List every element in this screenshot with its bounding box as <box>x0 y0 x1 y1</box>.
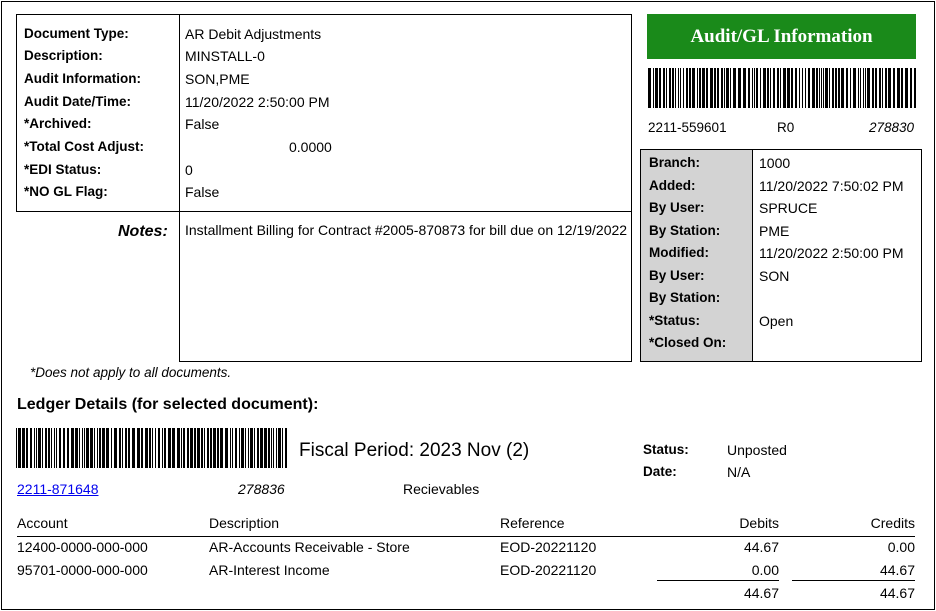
audit-field-label: *Closed On: <box>649 335 727 350</box>
column-header-account: Account <box>17 515 68 531</box>
audit-field-label: By Station: <box>649 223 721 238</box>
audit-field-label: By User: <box>649 268 705 283</box>
notes-text: Installment Billing for Contract #2005-870873 for bill due on 12/19/2022 <box>185 222 628 238</box>
audit-field-label: Modified: <box>649 245 709 260</box>
cell-debits: 44.67 <box>743 539 779 555</box>
cell-description: AR-Accounts Receivable - Store <box>209 539 410 555</box>
column-header-description: Description <box>209 515 280 531</box>
audit-field-modified-by-user <box>641 268 921 290</box>
field-label: Description: <box>24 48 103 63</box>
field-label: Document Type: <box>24 26 129 41</box>
audit-field-added <box>641 178 921 200</box>
audit-field-value: 11/20/2022 2:50:00 PM <box>759 245 904 261</box>
cell-account: 95701-0000-000-000 <box>17 562 148 578</box>
footnote: *Does not apply to all documents. <box>30 365 232 380</box>
audit-doc-id: 2211-559601 <box>648 120 727 135</box>
audit-field-value: SPRUCE <box>759 200 818 216</box>
notes-label: Notes: <box>118 223 168 240</box>
field-value: AR Debit Adjustments <box>185 26 322 42</box>
audit-field-label: By User: <box>649 200 705 215</box>
field-label: Audit Information: <box>24 71 141 86</box>
audit-info-box <box>640 149 922 362</box>
audit-field-value: SON <box>759 268 790 284</box>
field-value: False <box>185 184 220 200</box>
cell-reference: EOD-20221120 <box>500 539 597 555</box>
field-value: SON,PME <box>185 71 250 87</box>
total-debits: 44.67 <box>743 585 779 601</box>
audit-barcode <box>648 68 916 108</box>
audit-field-modified-by-station <box>641 290 921 312</box>
field-label: *Total Cost Adjust: <box>24 139 144 154</box>
field-label: *Archived: <box>24 116 92 131</box>
cell-description: AR-Interest Income <box>209 562 330 578</box>
total-credits: 44.67 <box>879 585 915 601</box>
cell-credits: 0.00 <box>887 539 915 555</box>
field-document-type <box>17 26 631 48</box>
cell-account: 12400-0000-000-000 <box>17 539 148 555</box>
cell-reference: EOD-20221120 <box>500 562 597 578</box>
header-rule <box>17 536 915 537</box>
column-header-debits: Debits <box>739 515 779 531</box>
field-audit-information <box>17 71 631 93</box>
audit-field-label: Branch: <box>649 155 701 170</box>
field-value: 11/20/2022 2:50:00 PM <box>185 94 330 110</box>
audit-revision: R0 <box>777 120 795 135</box>
field-value: 0.0000 <box>289 139 332 155</box>
audit-field-modified <box>641 245 921 267</box>
audit-field-label: By Station: <box>649 290 721 305</box>
field-total-cost-adjust <box>17 139 631 161</box>
cell-debits: 0.00 <box>751 562 779 578</box>
field-label: *EDI Status: <box>24 162 102 177</box>
ledger-barcode <box>16 428 288 468</box>
ledger-table-header <box>17 515 915 537</box>
audit-field-label: Added: <box>649 178 696 193</box>
field-no-gl-flag <box>17 184 631 206</box>
audit-field-value: 1000 <box>759 155 791 171</box>
table-row <box>17 539 915 561</box>
audit-field-added-by-station <box>641 223 921 245</box>
audit-field-closed-on <box>641 335 921 357</box>
credits-sum-rule <box>792 580 915 581</box>
field-audit-datetime <box>17 94 631 116</box>
ledger-document-number: 278836 <box>238 481 285 497</box>
field-label: Audit Date/Time: <box>24 94 132 109</box>
ledger-title: Ledger Details (for selected document): <box>17 396 319 413</box>
field-label: *NO GL Flag: <box>24 184 108 199</box>
totals-row <box>17 585 915 607</box>
cell-credits: 44.67 <box>879 562 915 578</box>
status-value: Unposted <box>727 442 787 458</box>
audit-field-value: Open <box>759 313 794 329</box>
table-row <box>17 562 915 584</box>
audit-field-label: *Status: <box>649 313 701 328</box>
document-info-box <box>16 14 632 212</box>
date-label: Date: <box>643 464 677 479</box>
field-description <box>17 48 631 70</box>
date-value: N/A <box>727 464 751 480</box>
fiscal-period: Fiscal Period: 2023 Nov (2) <box>299 440 530 461</box>
field-value: 0 <box>185 162 193 178</box>
debits-sum-rule <box>657 580 779 581</box>
audit-field-added-by-user <box>641 200 921 222</box>
audit-number: 278830 <box>869 120 915 135</box>
audit-field-status <box>641 313 921 335</box>
ledger-document-type: Recievables <box>403 481 480 497</box>
audit-header: Audit/GL Information <box>647 14 916 59</box>
field-archived <box>17 116 631 138</box>
status-label: Status: <box>643 442 689 457</box>
field-edi-status <box>17 162 631 184</box>
notes-box <box>179 211 632 362</box>
audit-field-branch <box>641 155 921 177</box>
field-value: False <box>185 116 220 132</box>
column-header-reference: Reference <box>500 515 565 531</box>
column-header-credits: Credits <box>870 515 915 531</box>
audit-field-value: PME <box>759 223 790 239</box>
field-value: MINSTALL-0 <box>185 48 265 64</box>
ledger-document-link[interactable]: 2211-871648 <box>17 481 99 497</box>
audit-field-value: 11/20/2022 7:50:02 PM <box>759 178 904 194</box>
